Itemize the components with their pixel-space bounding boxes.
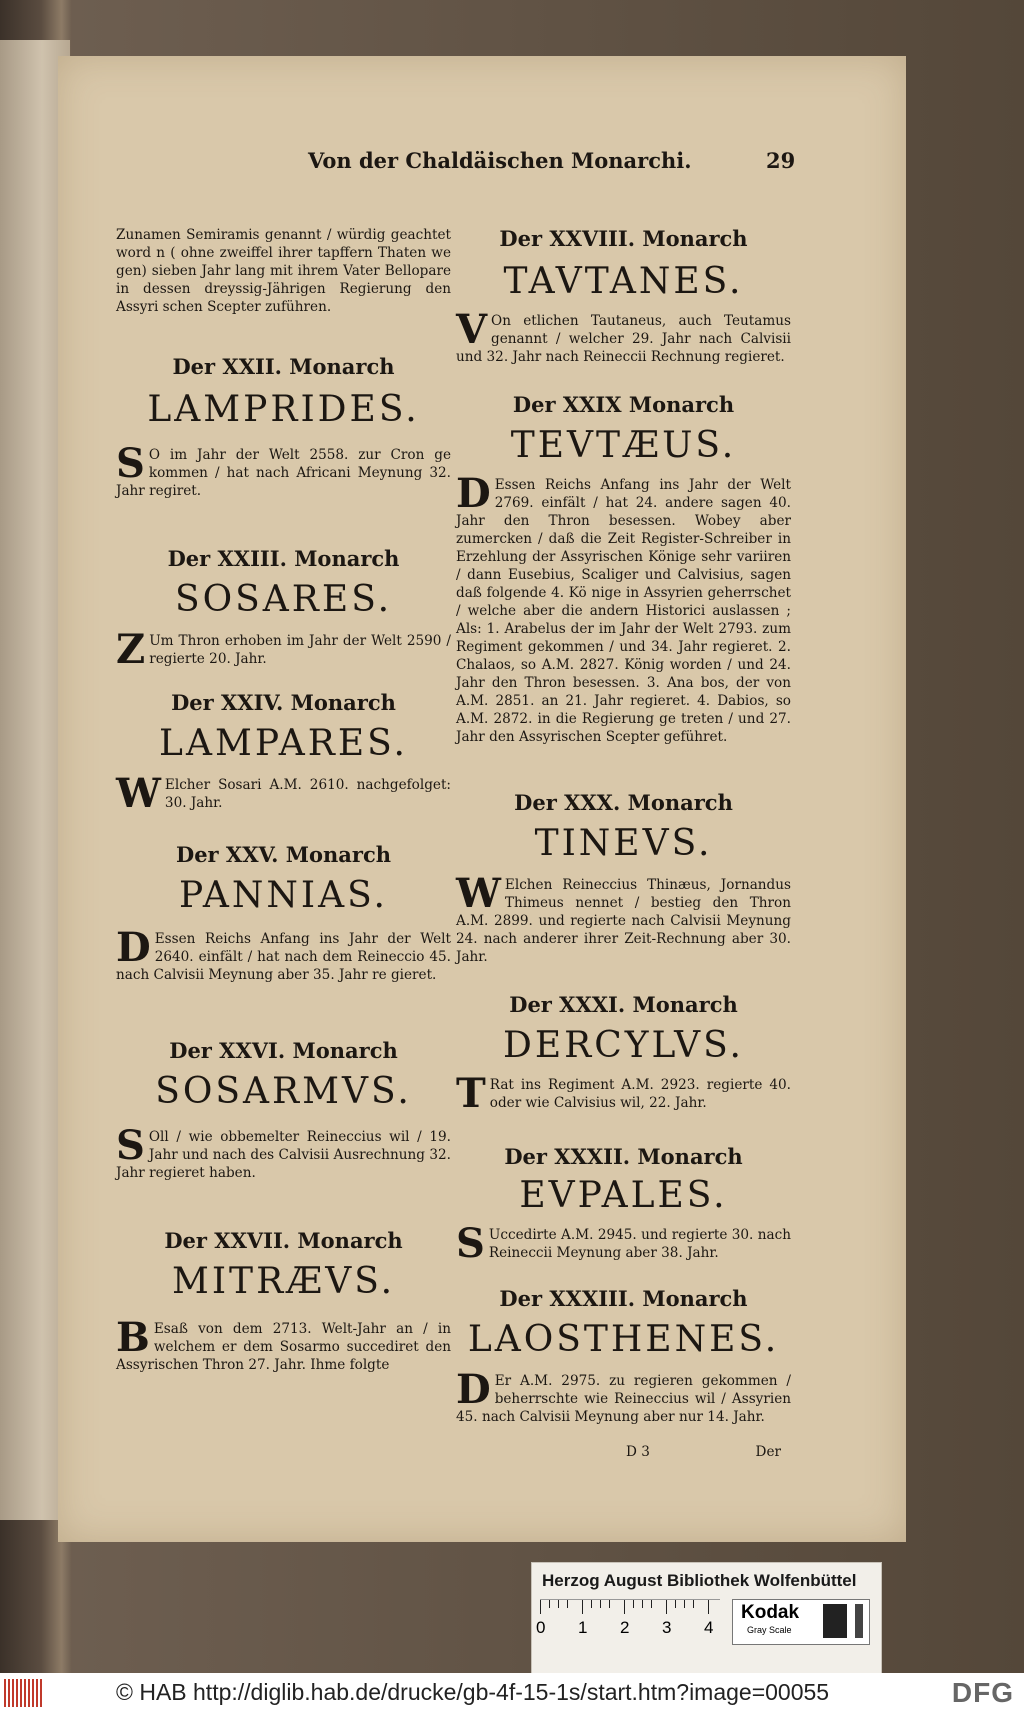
entry-text: Rat ins Regiment A.M. 2923. regierte 40. oder wie Calvisius wil, 22. Jahr. <box>489 1077 791 1111</box>
entry-text: Um Thron erhoben im Jahr der Welt 2590 / regierte 20. Jahr. <box>149 633 451 667</box>
scale-tick <box>549 1600 550 1608</box>
monarch-entry <box>116 690 451 817</box>
entry-text: Elchen Reineccius Thinæus, Jornandus Thimeus nennet / bestieg den Thron A.M. 2899. und regierte nach Calvisii Meynung 24. nach anderer ihrer Zeit-Rechnung aber 30. Jahr. <box>456 877 791 965</box>
monarch-name: PANNIAS. <box>179 875 388 916</box>
monarch-heading: Der XXX. Monarch <box>514 790 733 815</box>
hab-logo-icon <box>4 1679 44 1707</box>
signature-mark: D 3 <box>626 1444 650 1460</box>
text-line <box>116 626 451 673</box>
monarch-heading: Der XXIX Monarch <box>512 392 735 417</box>
scale-tick <box>540 1600 541 1614</box>
text-line <box>456 306 791 366</box>
entry-text: Uccedirte A.M. 2945. und regierte 30. nach Reineccii Meynung aber 38. Jahr. <box>488 1227 791 1261</box>
scale-number: 1 <box>578 1618 588 1637</box>
text-line <box>456 470 791 746</box>
monarch-heading: Der XXIV. Monarch <box>171 690 396 715</box>
drop-cap: Z <box>116 626 146 673</box>
monarch-name: LAOSTHENES. <box>467 1319 780 1360</box>
intro-paragraph <box>116 226 451 316</box>
scale-number: 3 <box>662 1618 672 1637</box>
monarch-name: MITRÆVS. <box>171 1261 396 1302</box>
gray-swatch <box>823 1604 863 1638</box>
monarch-entry <box>116 1228 451 1374</box>
kodak-logo: Kodak <box>741 1602 800 1623</box>
drop-cap: T <box>456 1070 486 1117</box>
monarch-entry <box>456 1286 791 1426</box>
scale-tick <box>600 1600 601 1608</box>
monarch-name: LAMPRIDES. <box>147 389 420 430</box>
running-header: Von der Chaldäischen Monarchi. <box>308 148 692 173</box>
text-line <box>116 1314 451 1374</box>
scale-number: 0 <box>536 1618 546 1637</box>
scale-tick <box>708 1600 709 1614</box>
entry-text: On etlichen Tautaneus, auch Teutamus genannt / welcher 29. Jahr nach Calvisii und 32. Jahr nach Reineccii Rechnung regieret. <box>456 313 791 365</box>
monarch-entry <box>456 226 791 366</box>
drop-cap: B <box>116 1314 150 1361</box>
bottom-bar <box>0 1673 1024 1713</box>
drop-cap: W <box>456 870 501 917</box>
monarch-entry <box>456 1144 791 1267</box>
scale-tick <box>567 1600 568 1608</box>
scale-number: 2 <box>620 1618 630 1637</box>
monarch-name: TEVTÆUS. <box>510 425 737 466</box>
text-line <box>456 1220 791 1267</box>
drop-cap: S <box>116 440 145 487</box>
scale-tick <box>684 1600 685 1608</box>
text-line <box>116 1122 451 1182</box>
text-line <box>116 770 451 817</box>
text-line <box>116 924 451 984</box>
entry-text: O im Jahr der Welt 2558. zur Cron ge kommen / hat nach Africani Meynung 32. Jahr regiret. <box>116 447 451 499</box>
monarch-entry <box>116 1038 451 1182</box>
monarch-entry <box>456 992 791 1117</box>
drop-cap: S <box>456 1220 485 1267</box>
monarch-heading: Der XXVI. Monarch <box>169 1038 398 1063</box>
monarch-entry <box>456 790 791 966</box>
scale-tick <box>558 1600 559 1608</box>
monarch-heading: Der XXXI. Monarch <box>509 992 738 1017</box>
dfg-logo: DFG <box>951 1677 1014 1708</box>
entry-text: Elcher Sosari A.M. 2610. nachgefolget: 30. Jahr. <box>164 777 451 811</box>
monarch-name: LAMPARES. <box>159 723 408 764</box>
monarch-heading: Der XXV. Monarch <box>175 842 392 867</box>
monarch-entry <box>456 392 791 746</box>
book-page <box>58 56 906 1542</box>
scale-tick <box>693 1600 694 1608</box>
scale-tick <box>624 1600 625 1614</box>
entry-text: Er A.M. 2975. zu regieren gekommen / beherrschte wie Reineccius wil / Assyrien 45. nach Calvisii Meynung aber nur 14. Jahr. <box>456 1373 791 1425</box>
monarch-heading: Der XXXIII. Monarch <box>499 1286 748 1311</box>
drop-cap: V <box>456 306 488 353</box>
monarch-entry <box>116 354 451 500</box>
entry-text: Oll / wie obbemelter Reineccius wil / 19. Jahr und nach des Calvisii Ausrechnung 32. Jahr regieret haben. <box>116 1129 451 1181</box>
monarch-name: SOSARES. <box>174 579 393 620</box>
text-line <box>456 1070 791 1117</box>
scale-ruler <box>536 1599 720 1644</box>
monarch-name: TINEVS. <box>534 823 713 864</box>
scale-tick <box>582 1600 583 1614</box>
scale-tick <box>633 1600 634 1608</box>
library-color-card <box>531 1562 882 1689</box>
monarch-entry <box>116 842 451 984</box>
monarch-heading: Der XXII. Monarch <box>172 354 395 379</box>
drop-cap: D <box>116 924 151 971</box>
monarch-heading: Der XXVIII. Monarch <box>499 226 748 251</box>
drop-cap: S <box>116 1122 145 1169</box>
catchword: Der <box>755 1444 781 1460</box>
scale-number: 4 <box>704 1618 714 1637</box>
gray-scale-label: Gray Scale <box>747 1625 792 1635</box>
monarch-heading: Der XXVII. Monarch <box>164 1228 403 1253</box>
monarch-name: DERCYLVS. <box>502 1025 744 1066</box>
text-line <box>116 440 451 500</box>
scale-tick <box>675 1600 676 1608</box>
monarch-name: EVPALES. <box>519 1175 728 1216</box>
scale-tick <box>591 1600 592 1608</box>
library-name: Herzog August Bibliothek Wolfenbüttel <box>542 1571 857 1590</box>
scale-tick <box>642 1600 643 1608</box>
monarch-heading: Der XXXII. Monarch <box>504 1144 743 1169</box>
scale-tick <box>666 1600 667 1614</box>
drop-cap: W <box>116 770 161 817</box>
scale-tick <box>609 1600 610 1608</box>
text-line <box>456 1366 791 1426</box>
monarch-heading: Der XXIII. Monarch <box>167 546 400 571</box>
entry-text: Essen Reichs Anfang ins Jahr der Welt 2640. einfält / hat nach dem Reineccio 45. nach Calvisii Meynung aber 35. Jahr re gieret. <box>116 931 451 983</box>
monarch-name: TAVTANES. <box>503 261 744 302</box>
text-line <box>456 870 791 966</box>
drop-cap: D <box>456 1366 491 1413</box>
entry-text: Essen Reichs Anfang ins Jahr der Welt 2769. einfält / hat 24. andere sagen 40. Jahr den Thron besessen. Wobey aber zumercken / daß die Zeit Register-Schreiber in Erzehlung der Assyrischen Könige sehr variiren / dann Eusebius, Scaliger und Calvisius, sagen daß folgende 4. Kö nige in Assyrien geherrschet / welche aber die andern Historici auslassen ; Als: 1. Arabelus der im Jahr der Welt 2793. zum Regiment gekommen / und 34. Jahr regieret. 2. Chalaos, so A.M. 2827. König worden / und 24. Jahr den Thron besessen. 3. Ana bos, der von A.M. 2851. an 21. Jahr regieret. 4. Dabios, so A.M. 2872. in die Regierung ge treten / und 27. Jahr den Assyrischen Scepter geführet. <box>456 477 791 745</box>
page-number: 29 <box>766 148 796 173</box>
source-url[interactable]: © HAB http://diglib.hab.de/drucke/gb-4f-15-1s/start.htm?image=00055 <box>116 1679 830 1705</box>
monarch-name: SOSARMVS. <box>155 1071 412 1112</box>
entry-text: Esaß von dem 2713. Welt-Jahr an / in welchem er dem Sosarmo succediret den Assyrischen Thron 27. Jahr. Ihme folgte <box>116 1321 451 1373</box>
scale-tick <box>651 1600 652 1608</box>
drop-cap: D <box>456 470 491 517</box>
kodak-gray-scale <box>732 1599 870 1645</box>
monarch-entry <box>116 546 451 673</box>
text-line: Zunamen Semiramis genannt / würdig geachtet word n ( ohne zweiffel ihrer tapffern Thaten we gen) sieben Jahr lang mit ihrem Vater Bellopare in dessen dreyssig-Jährigen Regierung den Assyri schen Scepter zuführen. <box>116 227 451 315</box>
